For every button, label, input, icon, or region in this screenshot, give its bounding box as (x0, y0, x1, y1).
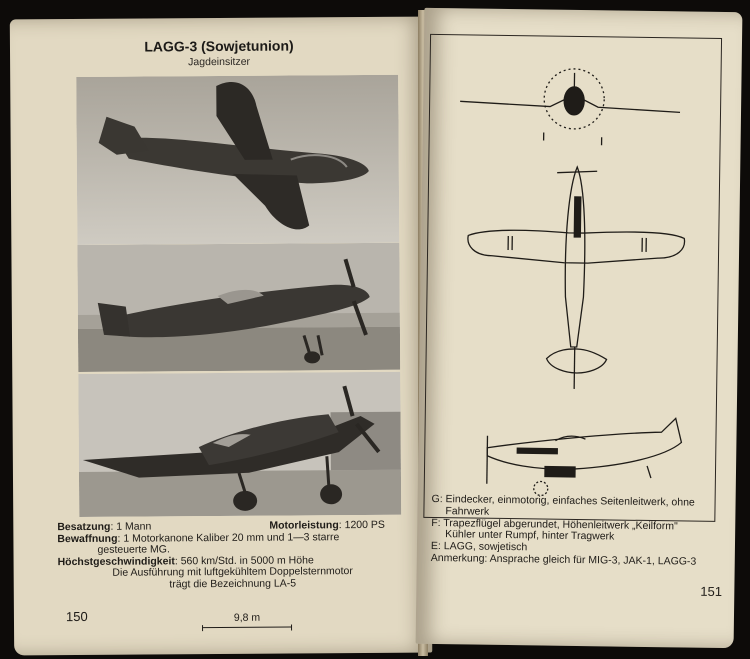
top-view-drawing (466, 165, 686, 390)
spec-label-crew: Besatzung (57, 520, 111, 534)
spec-value-speed: : 560 km/Std. in 5000 m Höhe (174, 553, 314, 567)
spec-label-armament: Bewaffnung (57, 532, 118, 545)
note-e-line: E: LAGG, sowjetisch (430, 540, 528, 554)
page-number-left: 150 (65, 608, 88, 625)
note-f-line1: F: Trapezflügel abgerundet, Höhenleitwerk „Keilform" (431, 516, 678, 532)
spec-value-armament-cont: gesteuerte MG. (97, 543, 170, 556)
spec-label-speed: Höchstgeschwindigkeit (57, 554, 175, 568)
silhouette-drawings (423, 34, 722, 522)
right-page (416, 8, 743, 648)
left-page (10, 17, 432, 656)
side-view-drawing (487, 416, 682, 498)
spec-value-armament: : 1 Motorkanone Kaliber 20 mm und 1—3 starre (117, 530, 340, 545)
note-f-line2: Kühler unter Rumpf, hinter Tragwerk (445, 528, 615, 543)
spec-value-engine: : 1200 PS (338, 518, 385, 532)
photo-ground-side (77, 243, 400, 372)
identification-notes (431, 494, 732, 569)
specs-block (57, 520, 407, 591)
photo-in-flight (76, 75, 399, 245)
spec-value-crew: : 1 Mann (110, 520, 152, 533)
note-line-2: trägt die Bezeichnung LA-5 (169, 576, 297, 590)
note-anmerkung: Anmerkung: Ansprache gleich für MIG-3, JAK-1, LAGG-3 (430, 551, 697, 568)
photo-parked (78, 372, 401, 517)
page-subtitle: Jagdeinsitzer (188, 55, 251, 69)
page-title: LAGG-3 (Sowjetunion) (144, 37, 294, 55)
page-number-right: 151 (700, 583, 723, 600)
note-g-line2: Fahrwerk (445, 504, 490, 518)
front-view-drawing (460, 67, 681, 146)
note-line-1: Die Ausführung mit luftgekühltem Doppelsternmotor (112, 565, 353, 579)
note-g-line1: G: Eindecker, einmotorig, einfaches Seitenleitwerk, ohne (431, 492, 695, 509)
scale-label: 9,8 m (233, 611, 261, 624)
spec-label-engine: Motorleistung (269, 519, 339, 532)
scale-bar (202, 625, 292, 632)
